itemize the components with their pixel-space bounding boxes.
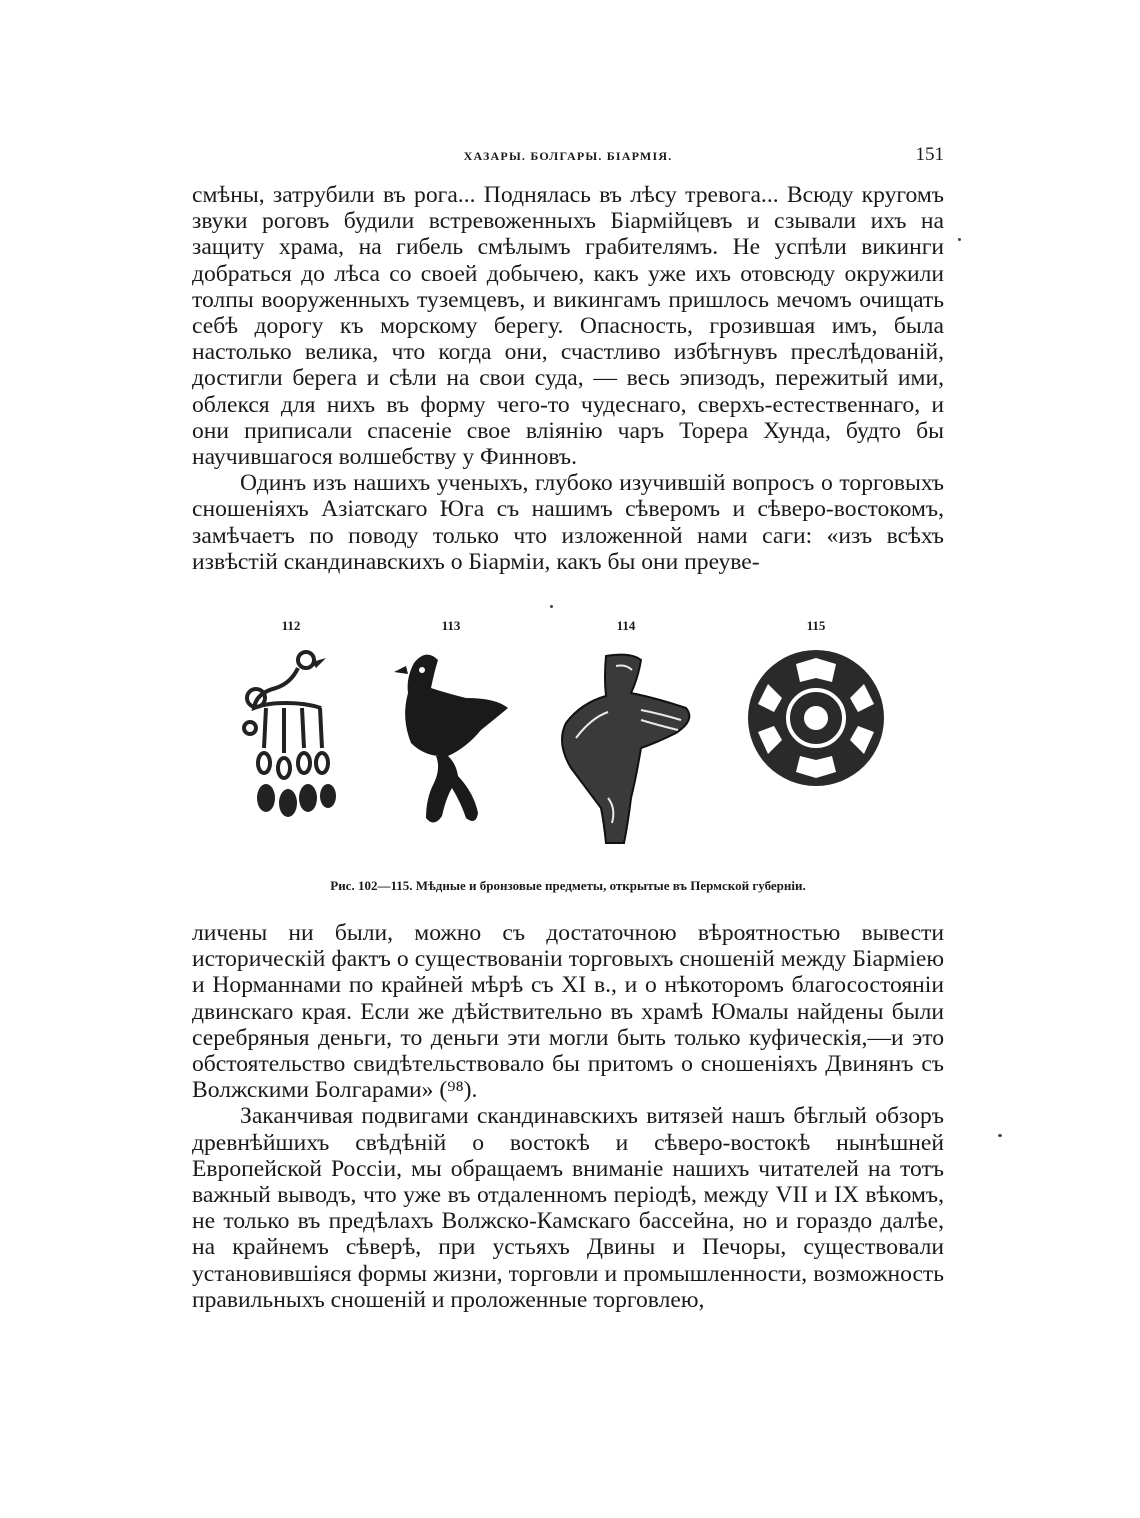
text-block-bottom bbox=[192, 920, 944, 1313]
figure-number: 114 bbox=[616, 618, 636, 633]
running-title: ХАЗАРЫ. БОЛГАРЫ. БІАРМІЯ. bbox=[463, 149, 673, 163]
figure-114 bbox=[546, 618, 706, 848]
figure-115 bbox=[736, 618, 896, 818]
figure-number: 115 bbox=[806, 618, 826, 633]
figure-112 bbox=[236, 618, 346, 828]
running-header bbox=[192, 146, 944, 168]
bird-figurine-icon bbox=[386, 648, 516, 838]
figure-number: 112 bbox=[281, 618, 301, 633]
text-block-top bbox=[192, 182, 944, 575]
page-number: 151 bbox=[915, 144, 944, 165]
zoomorphic-handle-icon bbox=[546, 648, 706, 848]
figure-caption: Рис. 102—115. Мѣдные и бронзовые предметы, открытые въ Пермской губерніи. bbox=[330, 878, 806, 893]
dust-speck bbox=[550, 605, 553, 608]
dust-speck bbox=[958, 238, 961, 241]
paragraph: личены ни были, можно съ достаточною вѣроятностью вывести историческій фактъ о существованіи торговыхъ сношеній между Біарміею и Норманнами по крайней мѣрѣ съ XI в., и о нѣкоторомъ благосостояніи двинскаго края. Если же дѣйствительно въ храмѣ Юмалы найдены были серебряныя деньги, то деньги эти могли быть только куфическія,—и это обстоятельство свидѣтельствовало бы притомъ о сношеніяхъ Двинянъ съ Волжскими Болгарами» (⁹⁸). bbox=[192, 920, 944, 1104]
openwork-disc-icon bbox=[736, 648, 896, 818]
figure-row bbox=[236, 618, 916, 848]
figure-113 bbox=[386, 618, 516, 838]
paragraph: Заканчивая подвигами скандинавскихъ витязей нашъ бѣглый обзоръ древнѣйшихъ свѣдѣній о востокѣ и сѣверо-востокѣ нынѣшней Европейской Россіи, мы обращаемъ вниманіе нашихъ читателей на тотъ важный выводъ, что уже въ отдаленномъ періодѣ, между VII и IX вѣкомъ, не только въ предѣлахъ Волжско-Камскаго бассейна, но и гораздо далѣе, на крайнемъ сѣверѣ, при устьяхъ Двины и Печоры, существовали установившіяся формы жизни, торговли и промышленности, возможность правильныхъ сношеній и проложенные торговлею, bbox=[192, 1103, 944, 1313]
paragraph: Одинъ изъ нашихъ ученыхъ, глубоко изучившій вопросъ о торговыхъ сношеніяхъ Азіатскаго Юга съ нашимъ сѣверомъ и сѣверо-востокомъ, замѣчаетъ по поводу только что изложенной нами саги: «изъ всѣхъ извѣстій скандинавскихъ о Біарміи, какъ бы они преуве- bbox=[192, 470, 944, 575]
pendant-with-chains-icon bbox=[236, 648, 346, 828]
figure-number: 113 bbox=[441, 618, 461, 633]
paragraph: смѣны, затрубили въ рога... Поднялась въ лѣсу тревога... Всюду кругомъ звуки роговъ будили встревоженныхъ Біармійцевъ и сзывали ихъ на защиту храма, на гибель смѣлымъ грабителямъ. Не успѣли викинги добраться до лѣса со своей добычею, какъ уже ихъ отовсюду окружили толпы вооруженныхъ туземцевъ, и викингамъ пришлось мечомъ очищать себѣ дорогу къ морскому берегу. Опасность, грозившая имъ, была настолько велика, что когда они, счастливо избѣгнувъ преслѣдованій, достигли берега и сѣли на свои суда, — весь эпизодъ, пережитый ими, облекся для нихъ въ форму чего-то чудеснаго, сверхъ-естественнаго, и они приписали спасеніе свое вліянію чаръ Торера Хунда, будто бы научившагося волшебству у Финновъ. bbox=[192, 182, 944, 471]
dust-speck bbox=[998, 1134, 1002, 1137]
